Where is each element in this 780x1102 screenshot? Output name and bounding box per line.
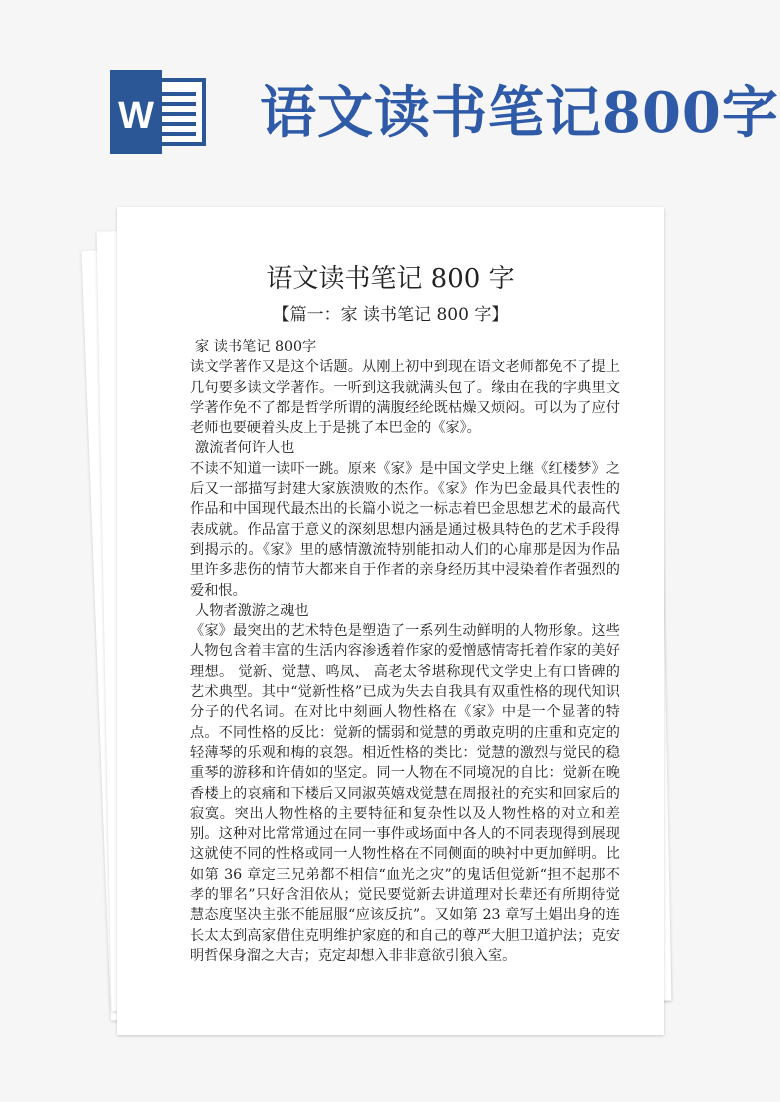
paragraph: 不读不知道一读吓一跳。原来《家》是中国文学史上继《红楼梦》之后又一部描写封建大家族溃败的杰作。《家》作为巴金最具代表性的作品和中国现代最杰出的长篇小说之一标志着巴金思想艺术的最高代表成就。作品富于意义的深刻思想内涵是通过极具特色的艺术手段得到揭示的。《家》里的感情激流特别能扣动人们的心扉那是因为作品里许多悲伤的情节大都来自于作者的亲身经历其中浸染着作者强烈的爱和恨。 <box>190 460 620 599</box>
document-subtitle: 【篇一：家 读书笔记 800 字】 <box>272 305 509 325</box>
section-heading: 家 读书笔记 800字 <box>195 339 317 355</box>
paragraph: 读文学著作又是这个话题。从刚上初中到现在语文老师都免不了提上几句要多读文学著作。一听到这我就满头包了。缘由在我的字典里文学著作免不了都是哲学所谓的满腹经纶既枯燥又烦闷。可以为了应付老师也要硬着头皮上于是挑了本巴金的《家》。 <box>190 359 620 437</box>
word-document-icon <box>110 70 208 154</box>
document-page <box>117 207 664 1035</box>
section-heading: 激流者何许人也 <box>195 440 295 457</box>
banner <box>0 0 780 190</box>
svg-text:W: W <box>118 95 154 137</box>
page-title: 语文读书笔记800字 <box>260 80 779 146</box>
section-heading: 人物者激游之魂也 <box>195 602 309 619</box>
document-title: 语文读书笔记 800 字 <box>266 264 515 294</box>
paragraph: 《家》最突出的艺术特色是塑造了一系列生动鲜明的人物形象。这些人物包含着丰富的生活内容渗透着作家的爱憎感情寄托着作家的美好理想。 觉新、觉慧、鸣凤、 高老太爷堪称现代文学史上有口皆碑的艺术典型。其中“觉新性格”已成为失去自我具有双重性格的现代知识分子的代名词。在对比中刻画人物性格在《家》中是一个显著的特点。不同性格的反比：觉新的懦弱和觉慧的勇敢克明的庄重和克定的轻薄琴的乐观和梅的哀怨。相近性格的类比：觉慧的激烈与觉民的稳重琴的游移和许倩如的坚定。同一人物在不同境况的自比：觉新在晚香楼上的哀痛和下楼后又同淑英嬉戏觉慧在周报社的充实和回家后的寂寞。突出人物性格的主要特征和复杂性以及人物性格的对立和差别。这种对比常常通过在同一事件或场面中各人的不同表现得到展现这就使不同的性格或同一人物性格在不同侧面的映衬中更加鲜明。比如第 36 章定三兄弟都不相信“血光之灾”的鬼话但觉新“担不起那不孝的罪名”只好含泪依从；觉民要觉新去讲道理对长辈还有所期待觉慧态度坚决主张不能屈服“应该反抗”。又如第 23 章写土娼出身的连长太太到高家借住克明维护家庭的和自己的尊严大胆卫道护法；克安明哲保身溜之大吉；克定却想入非非意欲引狼入室。 <box>190 623 620 964</box>
document-body <box>190 337 620 966</box>
